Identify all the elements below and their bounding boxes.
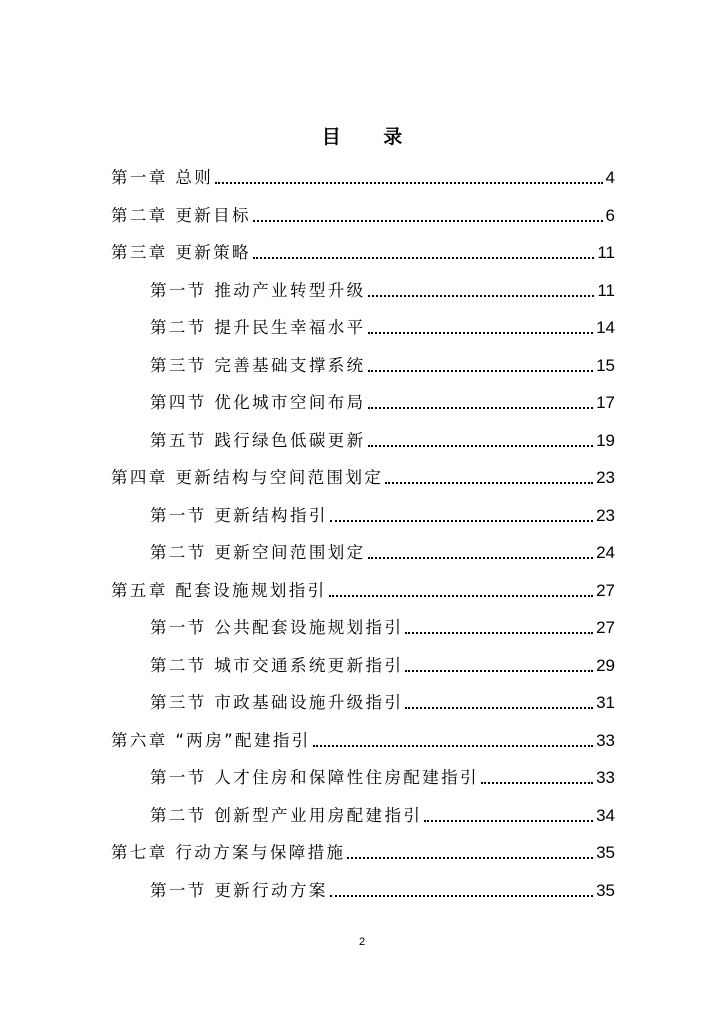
- toc-chapter-entry: [111, 458, 615, 488]
- toc-section-entry: [150, 683, 615, 713]
- toc-section-entry: [150, 796, 615, 826]
- toc-entry-title: 第一节 推动产业转型升级: [150, 280, 366, 300]
- toc-entry-page: 31: [596, 693, 615, 712]
- toc-chapter-entry: [111, 158, 615, 188]
- toc-entry-title: 第六章 “两房”配建指引: [111, 730, 311, 750]
- toc-entry-page: 11: [597, 243, 615, 262]
- toc-entry-title: 第二节 城市交通系统更新指引: [150, 655, 404, 675]
- toc-dot-leader: [330, 520, 593, 522]
- toc-section-entry: [150, 383, 615, 413]
- toc-entry-title: 第七章 行动方案与保障措施: [111, 843, 346, 862]
- toc-section-entry: [150, 533, 615, 563]
- toc-entry-page: 33: [596, 768, 615, 787]
- toc-section-entry: [150, 646, 615, 676]
- toc-entry-page: 11: [597, 280, 615, 300]
- toc-entry-page: 35: [596, 880, 615, 900]
- toc-entry-title: 第四章 更新结构与空间范围划定: [111, 468, 384, 487]
- toc-dot-leader: [253, 220, 603, 222]
- toc-section-entry: [150, 421, 615, 451]
- toc-entry-title: 第三节 完善基础支撑系统: [150, 355, 366, 375]
- toc-entry-page: 27: [596, 618, 615, 637]
- toc-dot-leader: [368, 332, 594, 334]
- toc-dot-leader: [368, 295, 595, 297]
- toc-entry-title: 第一章 总则: [111, 168, 214, 187]
- toc-dot-leader: [368, 557, 594, 559]
- toc-entry-page: 15: [596, 355, 615, 375]
- toc-dot-leader: [481, 782, 593, 784]
- toc-chapter-entry: [111, 571, 615, 601]
- toc-entry-title: 第三节 市政基础设施升级指引: [150, 693, 404, 712]
- toc-dot-leader: [368, 445, 594, 447]
- toc-section-entry: [150, 271, 615, 301]
- toc-dot-leader: [424, 820, 593, 822]
- page-number: 2: [358, 936, 366, 948]
- toc-entry-page: 23: [596, 505, 615, 525]
- toc-entry-page: 17: [596, 393, 615, 412]
- toc-entry-title: 第一节 更新行动方案: [150, 880, 328, 900]
- toc-entry-title: 第四节 优化城市空间布局: [150, 393, 366, 412]
- toc-section-entry: [150, 758, 615, 788]
- toc-entry-page: 29: [596, 655, 615, 675]
- toc-entry-title: 第一节 更新结构指引: [150, 505, 328, 525]
- toc-entry-title: 第二节 创新型产业用房配建指引: [150, 805, 423, 825]
- toc-entry-page: 6: [605, 205, 615, 225]
- toc-section-entry: [150, 308, 615, 338]
- toc-dot-leader: [368, 407, 594, 409]
- toc-entry-title: 第二节 提升民生幸福水平: [150, 318, 366, 337]
- toc-entry-title: 第二章 更新目标: [111, 205, 251, 225]
- toc-entry-title: 第三章 更新策略: [111, 243, 251, 262]
- toc-dot-leader: [215, 182, 602, 184]
- toc-dot-leader: [368, 370, 594, 372]
- toc-dot-leader: [405, 670, 593, 672]
- toc-entry-title: 第一节 公共配套设施规划指引: [150, 618, 404, 637]
- toc-entry-title: 第一节 人才住房和保障性住房配建指引: [150, 768, 479, 787]
- toc-chapter-entry: [111, 233, 615, 263]
- toc-entry-title: 第二节 更新空间范围划定: [150, 543, 366, 562]
- toc-dot-leader: [385, 482, 593, 484]
- toc-section-entry: [150, 496, 615, 526]
- toc-entry-page: 23: [596, 468, 615, 487]
- toc-entry-page: 4: [605, 168, 615, 187]
- toc-title: 目 录: [321, 126, 421, 148]
- toc-chapter-entry: [111, 196, 615, 226]
- toc-dot-leader: [313, 745, 593, 747]
- toc-dot-leader: [329, 595, 594, 597]
- toc-section-entry: [150, 608, 615, 638]
- toc-entry-page: 34: [596, 805, 615, 825]
- toc-chapter-entry: [111, 833, 615, 863]
- toc-entry-title: 第五节 践行绿色低碳更新: [150, 430, 366, 450]
- toc-dot-leader: [405, 707, 593, 709]
- toc-dot-leader: [347, 857, 593, 859]
- toc-dot-leader: [405, 632, 593, 634]
- toc-dot-leader: [330, 895, 593, 897]
- toc-section-entry: [150, 346, 615, 376]
- toc-dot-leader: [253, 257, 594, 259]
- toc-entry-title: 第五章 配套设施规划指引: [111, 580, 327, 600]
- toc-entry-page: 35: [596, 843, 615, 862]
- toc-section-entry: [150, 871, 615, 901]
- toc-entry-page: 33: [596, 730, 615, 750]
- toc-entry-page: 14: [596, 318, 615, 337]
- toc-entry-page: 19: [596, 430, 615, 450]
- toc-chapter-entry: [111, 721, 615, 751]
- toc-entry-page: 27: [596, 580, 615, 600]
- toc-entry-page: 24: [596, 543, 615, 562]
